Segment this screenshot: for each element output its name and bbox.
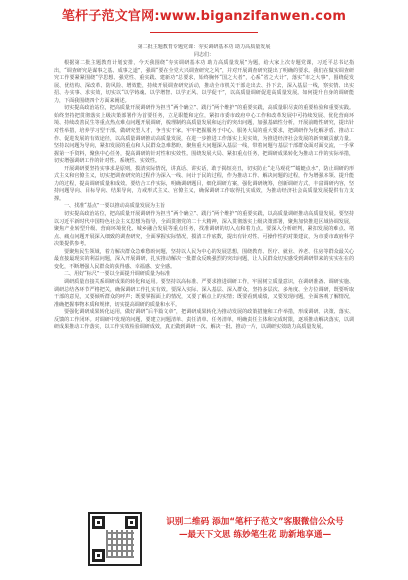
document-title: 第二批主题教育专题党课：夯实调研基本功 助力高质量发展 — [137, 44, 271, 50]
header-underline — [150, 32, 258, 33]
paragraph: 根据第二批主题教育计划安排，今天我围绕“夯实调研基本功 助力高质量发展”为题，给大家上次专题党课，习近平总书记指出，“调查研究是谋事之基、成事之道”，强调“要在全党大兴调查研究之风”，并对开展调查研究提出了明确的要求。我们在做实调查研究工作要紧紧围绕“学思想、强党性、重实践、建新功”总要求，始终胸怀“国之大者”，心系“省之大计”，落实“市之大事”，围绕促发展、优结构、深改革、防风险、增效能，持续开展调查研究活动，推动全市机关干部走出去、扑下去，深入基层一线，察实情、出实招、办实事、求实效，切实以“以学铸魂、以学增智、以学正风、以学促干”，以高质量调研促进高质量发展。如何提升自身的调研能力，下面我围绕四个方面来阐述。 — [54, 60, 354, 104]
promo-text — [150, 516, 360, 542]
paragraph: 要强化调研成果转化运用，做好调研“后半篇文章”，把调研成果转化为推动发展的政策措施和工作举措，形成调研、决策、落实、反馈的工作闭环。对调研中发现的问题，要建立问题清单、责任清单、任务清单，明确责任主体和完成时限，逐项推动解决落实，以调研成果推动工作落实，以工作实效检验调研成效，真正做到调研一次、解决一批、推动一片，以调研实效助力高质量发展。 — [54, 309, 354, 331]
paragraph: 要聚焦民生领域，着力解决群众急难愁盼问题，坚持以人民为中心的发展思想，围绕教育、医疗、就业、养老、住房等群众最关心最直接最现实的利益问题，深入开展调研，扎实推动解决一批群众反映强烈的突出问题，让人民群众切实感受到调研带来的实实在在的变化，不断增强人民群众的获得感、幸福感、安全感。 — [54, 248, 354, 270]
section-heading: 二、用好“标尺”一要以全面提升调研质量为标准 — [64, 271, 171, 278]
paragraph: 开展调研要坚持实事求是原则，摸清实际情况，讲真话、讲实话，敢于揭短亮丑，切实防止“走马观花”“蜻蜓点水”，防止调研的形式主义和官僚主义，切实把调查研究的过程作为深入一线、问计于民的过程，作为推动工作、解决问题的过程，作为增强本领、提升能力的过程，提高调研质量和成效。要结合工作实际，明确调研题目，细化调研方案，强化调研统筹，创新调研方式，丰富调研内容，坚持问题导向、目标导向、结果导向，力戒形式主义、官僚主义，确保调研工作取得扎实成效，为推动经济社会高质量发展提供有力支撑。 — [54, 165, 354, 202]
promo-line: —最天下文思 练妙笔生花 助新地享通— — [178, 530, 332, 540]
document-body — [54, 44, 354, 492]
qr-finder-icon — [125, 516, 138, 529]
document-greeting: 同志们： — [193, 52, 215, 59]
paragraph: 切实提高政治站位，把高质量开展调研作为担当“两个确立”、践行“两个维护”的重要实践，高质量职尽责的重要检验和重要实践。始终坚持把贯彻落实上级决策部署作为首要任务，立足职能和定位，紧扣市委市政府中心工作和改革发展中可持续发展、优化营商环境、持续改善民生等重点热点难点问题开展调研，梳理制约高质量发展和运行的突出问题，加强基础性分析，开展前瞻性研究，提出针对性举措，培养学习型干部，做研究型人才，争当实干家。牢牢把握服务于中心、服务大局的重大要求，把调研作为化解矛盾、推动工作、促进发展的有效途径，以高质量调研推动高质量发展，在进一步推进工作落实上见实效，为推进经济社会发展的新突破贡献力量。坚持以问题为导向，紧扣发展的重点和人民群众急难愁盼，聚焦重大问题深入基层一线，带着问题与基层干部群众面对面交流，一手掌握第一手资料，聚焦中心任务，提高调研的针对性和实效性。围绕发展大局、紧扣重点任务，把调研成果转化为推动工作的实际举措，切实增强调研工作的针对性、系统性、实效性。 — [54, 105, 354, 165]
footer — [0, 512, 408, 576]
qr-finder-icon — [92, 516, 105, 529]
paragraph: 调研质量直接关系调研成果的转化和运用。要坚持以高标准、严要求推进调研工作，牢固树立质量意识，在调研准备、调研实施、调研总结各环节严格把关，确保调研工作扎实有效。要深入实际、深入基层、深入群众，坚持多层次、多角度、全方位调研，既要听取干部的意见，又要倾听群众的呼声；既要掌握面上的情况，又要了解点上的实情；既要看到成绩，又要发现问题，全面客观了解情况，准确把握事物本质和规律，切实提高调研的质量和水平。 — [54, 278, 354, 308]
site-url-title: 笔杆子范文官网:www.biganzifanwen.com — [61, 9, 347, 24]
site-header — [0, 8, 408, 34]
promo-line: 识别二维码 添加“笔杆子范文”客服微信公众号 — [166, 517, 344, 527]
qr-code-icon — [88, 512, 142, 566]
qr-finder-icon — [92, 549, 105, 562]
qr-modules — [106, 530, 134, 558]
paragraph: 切实提高政治站位，把高质量开展调研作为担当“两个确立”、践行“两个维护”的重要实践，以高质量调研推动高质量发展。要坚持以习近平新时代中国特色社会主义思想为指导，全面贯彻党的二十大精神，深入贯彻落实上级决策部署，聚焦加快推进区域协调发展，聚焦产业转型升级、营商环境优化、城乡融合发展等重点任务，找准调研的切入点和着力点。要深入分析研判，紧扣发展的难点、堵点、痛点问题开展深入细致的调查研究，全面掌握实际情况，摸清工作底数，提出有针对性、可操作性的对策建议，为市委市政府科学决策提供参考。 — [54, 211, 354, 248]
section-heading: 一、找准“基点”一要以推动高质量发展为主旨 — [64, 203, 166, 210]
